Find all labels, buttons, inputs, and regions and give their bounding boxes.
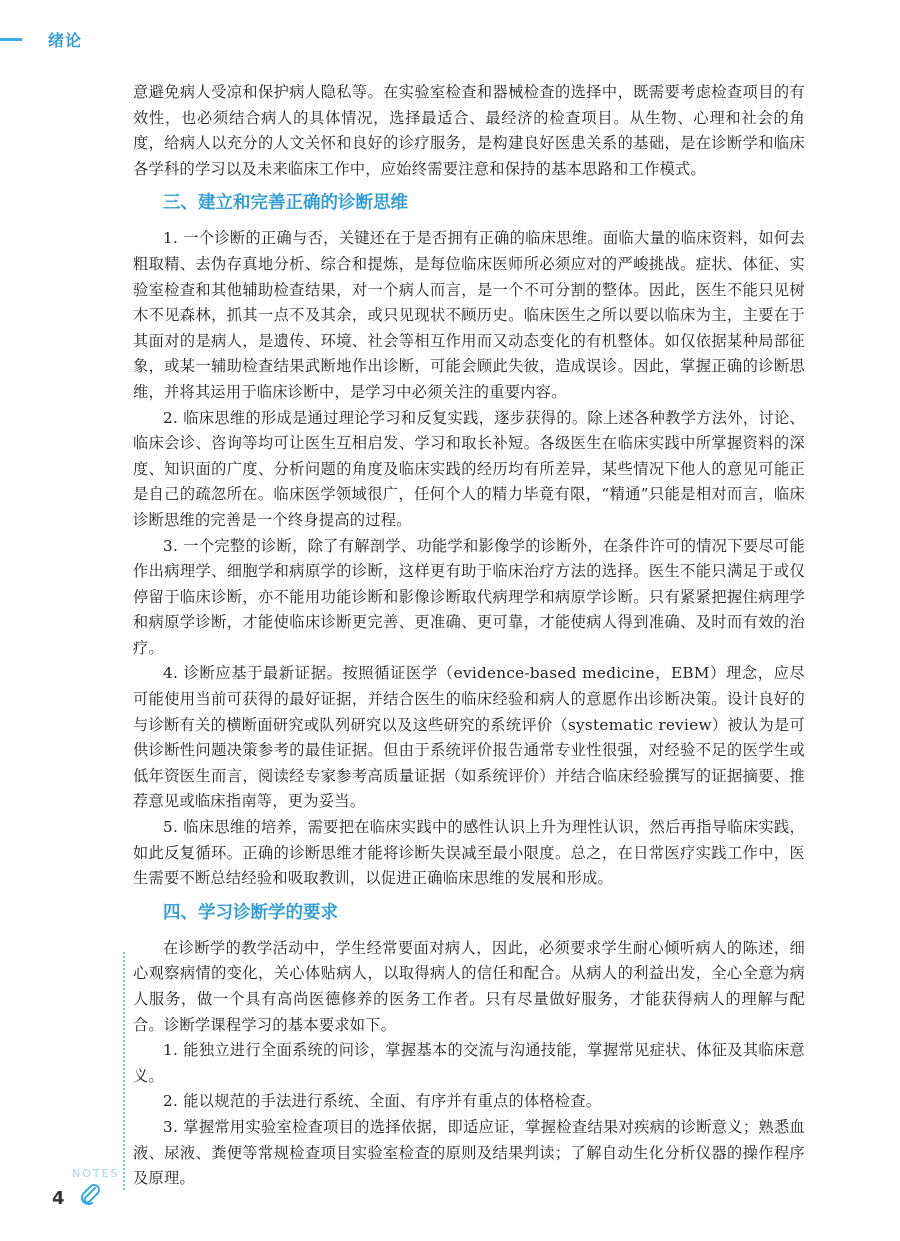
- section3-item-1: 1. 一个诊断的正确与否，关键还在于是否拥有正确的临床思维。面临大量的临床资料，如何去粗取精、去伪存真地分析、综合和提炼，是每位临床医师所必须应对的严峻挑战。症状、体征、实验室检查和其他辅助检查结果，对一个病人而言，是一个不可分割的整体。因此，医生不能只见树木不见森林，抓其一点不及其余，或只见现状不顾历史。临床医生之所以要以临床为主，主要在于其面对的是病人，是遗传、环境、社会等相互作用而又动态变化的有机整体。如仅依据某种局部征象，或某一辅助检查结果武断地作出诊断，可能会顾此失彼，造成误诊。因此，掌握正确的诊断思维，并将其运用于临床诊断中，是学习中必须关注的重要内容。: [133, 229, 805, 401]
- page-body: [133, 80, 805, 1192]
- section3-item-4: 4. 诊断应基于最新证据。按照循证医学（evidence-based medicine，EBM）理念，应尽可能使用当前可获得的最好证据，并结合医生的临床经验和病人的意愿作出诊断决策。设计良好的与诊断有关的横断面研究或队列研究以及这些研究的系统评价（systematic review）被认为是可供诊断性问题决策参考的最佳证据。但由于系统评价报告通常专业性很强，对经验不足的医学生或低年资医生而言，阅读经专家参考高质量证据（如系统评价）并结合临床经验撰写的证据摘要、推荐意见或临床指南等，更为妥当。: [133, 664, 805, 811]
- header-accent-bar: [0, 38, 22, 41]
- section3-item-5: 5. 临床思维的培养，需要把在临床实践中的感性认识上升为理性认识，然后再指导临床实践，如此反复循环。正确的诊断思维才能将诊断失误减至最小限度。总之，在日常医疗实践工作中，医生需要不断总结经验和吸取教训，以促进正确临床思维的发展和形成。: [133, 818, 805, 888]
- notes-label: NOTES: [72, 1167, 120, 1180]
- page-number: 4: [52, 1188, 65, 1209]
- section-heading-3: 三、建立和完善正确的诊断思维: [163, 193, 408, 214]
- section-heading-4: 四、学习诊断学的要求: [163, 902, 338, 923]
- section4-item-3: 3. 掌握常用实验室检查项目的选择依据，即适应证，掌握检查结果对疾病的诊断意义；熟悉血液、尿液、粪便等常规检查项目实验室检查的原则及结果判读；了解自动生化分析仪器的操作程序及原理。: [133, 1117, 805, 1188]
- section3-item-2: 2. 临床思维的形成是通过理论学习和反复实践，逐步获得的。除上述各种教学方法外，讨论、临床会诊、咨询等均可让医生互相启发、学习和取长补短。各级医生在临床实践中所掌握资料的深度、知识面的广度、分析问题的角度及临床实践的经历均有所差异，某些情况下他人的意见可能正是自己的疏忽所在。临床医学领域很广，任何个人的精力毕竟有限，“精通”只能是相对而言，临床诊断思维的完善是一个终身提高的过程。: [133, 408, 805, 529]
- running-header: 绪论: [48, 31, 83, 50]
- continuation-paragraph: 意避免病人受凉和保护病人隐私等。在实验室检查和器械检查的选择中，既需要考虑检查项目的有效性，也必须结合病人的具体情况，选择最适合、最经济的检查项目。从生物、心理和社会的角度，给病人以充分的人文关怀和良好的诊疗服务，是构建良好医患关系的基础，是在诊断学和临床各学科的学习以及未来临床工作中，应始终需要注意和保持的基本思路和工作模式。: [133, 83, 805, 178]
- section4-intro: 在诊断学的教学活动中，学生经常要面对病人，因此，必须要求学生耐心倾听病人的陈述，细心观察病情的变化，关心体贴病人，以取得病人的信任和配合。从病人的利益出发，全心全意为病人服务，做一个具有高尚医德修养的医务工作者。只有尽量做好服务，才能获得病人的理解与配合。诊断学课程学习的基本要求如下。: [133, 938, 805, 1034]
- notes-divider: [123, 952, 125, 1190]
- paperclip-icon: [78, 1183, 104, 1209]
- section3-item-3: 3. 一个完整的诊断，除了有解剖学、功能学和影像学的诊断外，在条件许可的情况下要尽可能作出病理学、细胞学和病原学的诊断，这样更有助于临床治疗方法的选择。医生不能只满足于或仅停留于临床诊断，亦不能用功能诊断和影像诊断取代病理学和病原学诊断。只有紧紧把握住病理学和病原学诊断，才能使临床诊断更完善、更准确、更可靠，才能使病人得到准确、及时而有效的治疗。: [133, 536, 805, 657]
- section4-item-1: 1. 能独立进行全面系统的问诊，掌握基本的交流与沟通技能，掌握常见症状、体征及其临床意义。: [133, 1041, 805, 1085]
- section4-item-2: 2. 能以规范的手法进行系统、全面、有序并有重点的体格检查。: [163, 1092, 602, 1111]
